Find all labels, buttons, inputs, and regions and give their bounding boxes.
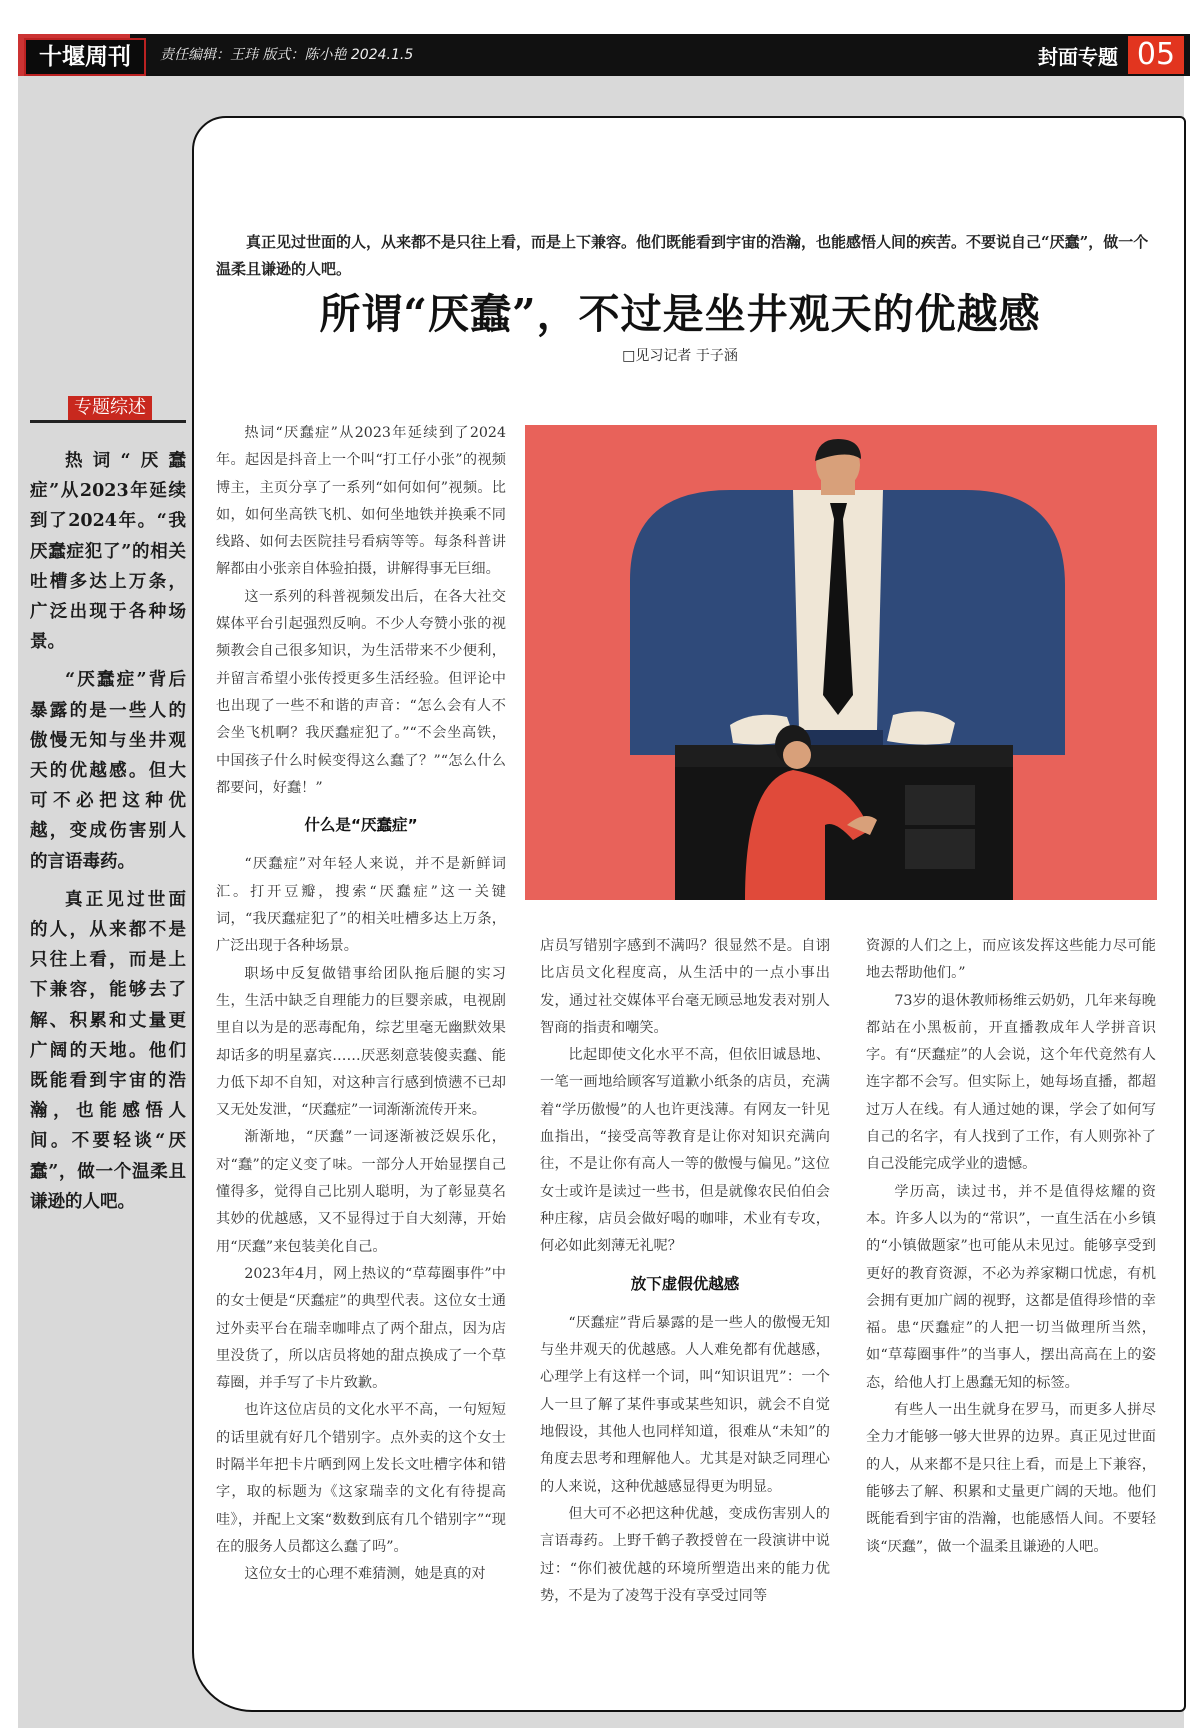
article-column-1 bbox=[216, 420, 506, 1588]
article-byline: □见习记者 于子涵 bbox=[622, 348, 738, 364]
body-paragraph: 热词“厌蠢症”从2023年延续到了2024年。起因是抖音上一个叫“打工仔小张”的视频博主，主页分享了一系列“如何如何”视频。比如，如何坐高铁飞机、如何坐地铁并换乘不同线路、如何去医院挂号看病等等。每条科普讲解都由小张亲自体验拍摄，讲解得事无巨细。 bbox=[216, 425, 506, 578]
sidebar-text bbox=[30, 446, 186, 1225]
body-paragraph: 资源的人们之上，而应该发挥这些能力尽可能地去帮助他们。” bbox=[866, 938, 1156, 982]
section-heading: 放下虚假优越感 bbox=[630, 1274, 740, 1293]
body-paragraph: 2023年4月，网上热议的“草莓圈事件”中的女士便是“厌蠢症”的典型代表。这位女士通过外卖平台在瑞幸咖啡点了两个甜点，因为店里没货了，所以店员将她的甜点换成了一个草莓圈，并手写了卡片致歉。 bbox=[216, 1265, 506, 1392]
section-heading: 什么是“厌蠢症” bbox=[304, 816, 418, 835]
body-paragraph: 这位女士的心理不难猜测，她是真的对 bbox=[244, 1566, 486, 1583]
body-paragraph: 这一系列的科普视频发出后，在各大社交媒体平台引起强烈反响。不少人夸赞小张的视频教会自己很多知识，为生活带来不少便利，并留言希望小张传授更多生活经验。但评论中也出现了一些不和谐的声音：“怎么会有人不会坐飞机啊？我厌蠢症犯了。”“不会坐高铁，中国孩子什么时候变得这么蠢了？”“怎么什么都要问，好蠢！” bbox=[216, 588, 506, 796]
body-paragraph: 店员写错别字感到不满吗？很显然不是。自诩比店员文化程度高，从生活中的一点小事出发，通过社交媒体平台毫无顾忌地发表对别人智商的指责和嘲笑。 bbox=[540, 938, 830, 1036]
sidebar-label: 专题综述 bbox=[68, 396, 152, 420]
editor-info: 责任编辑：王玮 版式：陈小艳 2024.1.5 bbox=[160, 47, 414, 63]
body-paragraph: 比起即使文化水平不高，但依旧诚恳地、一笔一画地给顾客写道歉小纸条的店员，充满着“学历傲慢”的人也许更浅薄。有网友一针见血指出，“接受高等教育是让你对知识充满向往，不是让你有高人一等的傲慢与偏见。”这位女士或许是读过一些书，但是就像农民伯伯会种庄稼，店员会做好喝的咖啡，术业有专攻，何必如此刻薄无礼呢？ bbox=[540, 1047, 830, 1255]
body-paragraph: 渐渐地，“厌蠢”一词逐渐被泛娱乐化，对“蠢”的定义变了味。一部分人开始显摆自己懂得多，觉得自己比别人聪明，为了彰显莫名其妙的优越感，又不显得过于自大刻薄，开始用“厌蠢”来包装美化自己。 bbox=[216, 1129, 506, 1255]
body-paragraph: 职场中反复做错事给团队拖后腿的实习生，生活中缺乏自理能力的巨婴亲戚，电视剧里自以为是的恶毒配角，综艺里毫无幽默效果却话多的明星嘉宾……厌恶刻意装傻卖蠢、能力低下却不自知，对这种言行感到愤懑不已却又无处发泄，“厌蠢症”一词渐渐流传开来。 bbox=[216, 965, 506, 1119]
article-column-3 bbox=[866, 933, 1156, 1561]
body-paragraph: “厌蠢症”背后暴露的是一些人的傲慢无知与坐井观天的优越感。人人难免都有优越感，心理学上有这样一个词，叫“知识诅咒”：一个人一旦了解了某件事或某些知识，就会不自觉地假设，其他人也同样知道，很难从“未知”的角度去思考和理解他人。尤其是对缺乏同理心的人来说，这种优越感显得更为明显。 bbox=[540, 1314, 830, 1495]
body-paragraph: 也许这位店员的文化水平不高，一句短短的话里就有好几个错别字。点外卖的这个女士时隔半年把卡片晒到网上发长文吐槽字体和错字，取的标题为《这家瑞幸的文化有待提高哇》，并配上文案“数数到底有几个错别字”“现在的服务人员都这么蠢了吗”。 bbox=[216, 1402, 506, 1555]
body-paragraph: “厌蠢症”对年轻人来说，并不是新鲜词汇。打开豆瓣，搜索“厌蠢症”这一关键词，“我厌蠢症犯了”的相关吐槽多达上万条，广泛出现于各种场景。 bbox=[216, 856, 506, 955]
sidebar-paragraph: “厌蠢症”背后暴露的是一些人的傲慢无知与坐井观天的优越感。但大可不必把这种优越，变成伤害别人的言语毒药。 bbox=[30, 670, 186, 872]
body-paragraph: 学历高，读过书，并不是值得炫耀的资本。许多人以为的“常识”，一直生活在小乡镇的“小镇做题家”也可能从未见过。能够享受到更好的教育资源，不必为养家糊口忧虑，有机会拥有更加广阔的视野，这都是值得珍惜的幸福。患“厌蠢症”的人把一切当做理所当然，如“草莓圈事件”的当事人，摆出高高在上的姿态，给他人打上愚蠢无知的标签。 bbox=[866, 1183, 1156, 1391]
article-headline: 所谓“厌蠢”，不过是坐井观天的优越感 bbox=[319, 290, 1041, 338]
section-title: 封面专题 bbox=[1038, 45, 1118, 69]
sidebar-rule bbox=[30, 420, 186, 423]
body-paragraph: 有些人一出生就身在罗马，而更多人拼尽全力才能够一够大世界的边界。真正见过世面的人，从来都不是只往上看，而是上下兼容，能够去了解、积累和丈量更广阔的天地。他们既能看到宇宙的浩瀚，也能感悟人间。不要轻谈“厌蠢”，做一个温柔且谦逊的人吧。 bbox=[866, 1402, 1156, 1555]
body-paragraph: 但大可不必把这种优越，变成伤害别人的言语毒药。上野千鹤子教授曾在一段演讲中说过：“你们被优越的环境所塑造出来的能力优势，不是为了凌驾于没有享受过同等 bbox=[540, 1505, 830, 1604]
sidebar-paragraph: 真正见过世面的人，从来都不是只往上看，而是上下兼容，能够去了解、积累和丈量更广阔的天地。他们既能看到宇宙的浩瀚，也能感悟人间。不要轻谈“厌蠢”，做一个温柔且谦逊的人吧。 bbox=[30, 889, 186, 1212]
masthead-bar bbox=[18, 34, 1190, 76]
giant-man-illustration bbox=[525, 425, 1157, 900]
page-number: 05 bbox=[1128, 36, 1184, 74]
newspaper-logo: 十堰周刊 bbox=[24, 38, 146, 76]
body-paragraph: 73岁的退休教师杨维云奶奶，几年来每晚都站在小黑板前，开直播教成年人学拼音识字。有“厌蠢症”的人会说，这个年代竟然有人连字都不会写。但实际上，她每场直播，都超过万人在线。有人通过她的课，学会了如何写自己的名字，有人找到了工作，有人则弥补了自己没能完成学业的遗憾。 bbox=[866, 992, 1156, 1173]
sidebar-paragraph: 热词“厌蠢症”从2023年延续到了2024年。“我厌蠢症犯了”的相关吐槽多达上万条，广泛出现于各种场景。 bbox=[30, 451, 186, 653]
article-illustration bbox=[525, 425, 1157, 900]
article-column-2 bbox=[540, 933, 830, 1610]
article-lead: 真正见过世面的人，从来都不是只往上看，而是上下兼容。他们既能看到宇宙的浩瀚，也能感悟人间的疾苦。不要说自己“厌蠢”，做一个温柔且谦逊的人吧。 bbox=[216, 233, 1149, 278]
